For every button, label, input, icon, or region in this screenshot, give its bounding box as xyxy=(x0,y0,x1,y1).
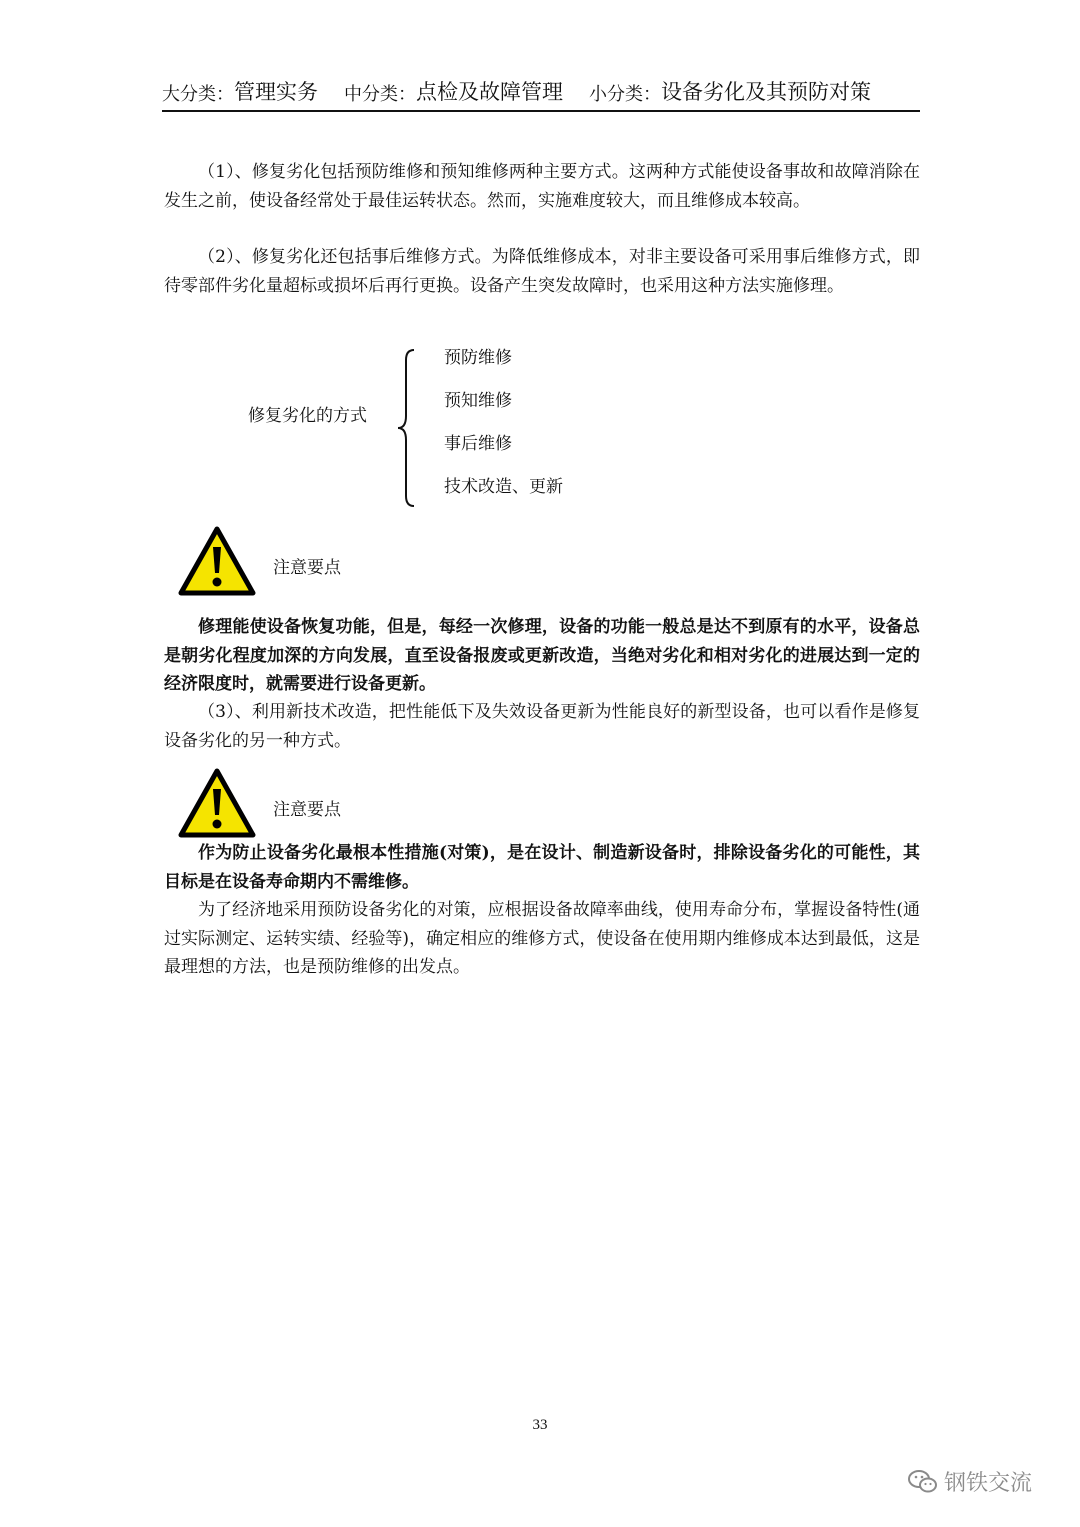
minor-category-label: 小分类： xyxy=(589,84,661,105)
paragraph-1: （1）、修复劣化包括预防维修和预知维修两种主要方式。这两种方式能使设备事故和故障消除在发生之前，使设备经常处于最佳运转状态。然而，实施难度较大，而且维修成本较高。 xyxy=(164,162,920,211)
major-category-label: 大分类： xyxy=(162,84,234,105)
note-paragraph-1: 修理能使设备恢复功能，但是，每经一次修理，设备的功能一般总是达不到原有的水平，设备总是朝劣化程度加深的方向发展，直至设备报废或更新改造，当绝对劣化和相对劣化的进展达到一定的经济限度时，就需要进行设备更新。 xyxy=(164,617,920,694)
warning-title-1: 注意要点 xyxy=(273,558,341,578)
repair-methods-label: 修复劣化的方式 xyxy=(248,406,367,426)
paragraph-4: 为了经济地采用预防设备劣化的对策，应根据设备故障率曲线，使用寿命分布，掌握设备特性(通过实际测定、运转实绩、经验等)，确定相应的维修方式，使设备在使用期内维修成本达到最低，这是最理想的方法，也是预防维修的出发点。 xyxy=(164,900,920,977)
page-number: 33 xyxy=(532,1417,548,1433)
warning-icon xyxy=(178,767,256,839)
paragraph-2: （2）、修复劣化还包括事后维修方式。为降低维修成本，对非主要设备可采用事后维修方式，即待零部件劣化量超标或损坏后再行更换。设备产生突发故障时，也采用这种方法实施修理。 xyxy=(164,247,920,296)
major-category-value: 管理实务 xyxy=(234,80,318,104)
minor-category-value: 设备劣化及其预防对策 xyxy=(661,80,871,104)
page-header xyxy=(162,76,920,112)
watermark-text: 钢铁交流 xyxy=(944,1471,1033,1496)
wechat-icon xyxy=(908,1469,938,1495)
watermark xyxy=(908,1466,1032,1497)
paragraph-3: （3）、利用新技术改造，把性能低下及失效设备更新为性能良好的新型设备，也可以看作是修复设备劣化的另一种方式。 xyxy=(164,702,920,751)
note-paragraph-2: 作为防止设备劣化最根本性措施(对策)，是在设计、制造新设备时，排除设备劣化的可能性，其目标是在设备寿命期内不需维修。 xyxy=(164,843,920,892)
option-preventive-maintenance: 预防维修 xyxy=(444,348,512,368)
warning-icon xyxy=(178,525,256,597)
option-technical-upgrade: 技术改造、更新 xyxy=(444,477,563,497)
middle-category-label: 中分类： xyxy=(344,84,416,105)
middle-category-value: 点检及故障管理 xyxy=(416,80,563,104)
curly-brace-icon xyxy=(396,348,418,508)
warning-title-2: 注意要点 xyxy=(273,800,341,820)
option-breakdown-maintenance: 事后维修 xyxy=(444,434,512,454)
option-predictive-maintenance: 预知维修 xyxy=(444,391,512,411)
